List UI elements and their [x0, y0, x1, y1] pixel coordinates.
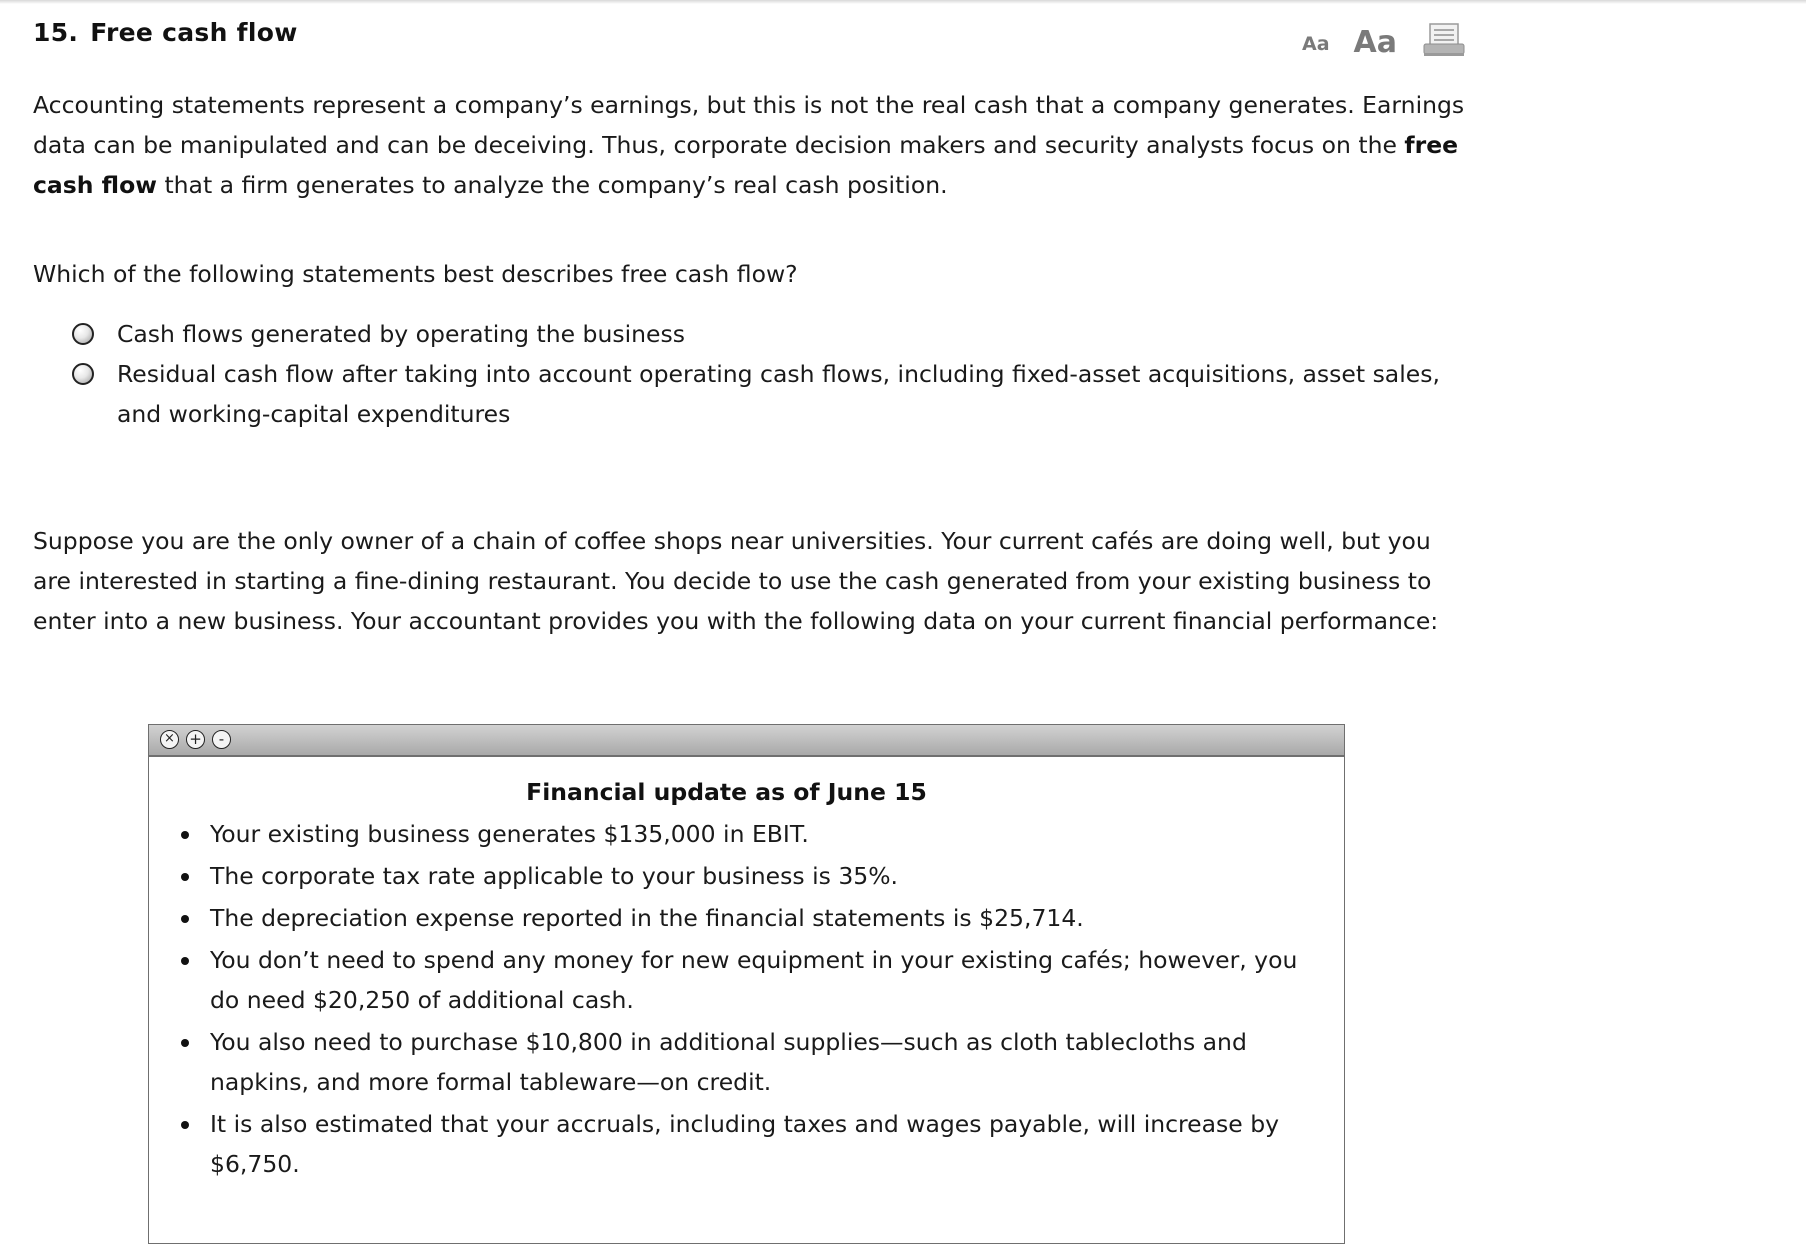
expand-icon[interactable]: + [186, 730, 205, 749]
page-title [33, 18, 298, 47]
decrease-font-button[interactable]: Aa [1302, 33, 1330, 55]
panel-title: Financial update as of June 15 [526, 778, 927, 806]
print-icon[interactable] [1423, 23, 1465, 57]
list-item-text: You don’t need to spend any money for new equipment in your existing cafés; however, you do need $20,250 of additional cash. [210, 946, 1298, 1014]
list-item-text: The corporate tax rate applicable to your business is 35%. [210, 862, 899, 890]
intro-paragraph [33, 85, 1473, 205]
list-item [210, 1022, 1304, 1102]
list-item [210, 940, 1304, 1020]
bullet-icon [181, 873, 189, 881]
question-header [33, 18, 1465, 58]
intro-text-2: that a firm generates to analyze the company’s real cash position. [156, 171, 948, 199]
toolbar [1302, 18, 1465, 58]
question-number: 15. [33, 18, 79, 47]
answer-options [70, 314, 1470, 434]
list-item-text: It is also estimated that your accruals, including taxes and wages payable, will increase by $6,750. [210, 1110, 1280, 1178]
panel-toolbar [149, 725, 1344, 757]
question-prompt: Which of the following statements best describes free cash flow? [33, 260, 798, 288]
list-item-text: The depreciation expense reported in the financial statements is $25,714. [210, 904, 1084, 932]
intro-bold-term: free cash flow [33, 131, 1459, 199]
list-item [210, 898, 1304, 938]
answer-option-1[interactable] [70, 314, 1470, 354]
radio-button[interactable] [72, 323, 94, 345]
list-item-text: You also need to purchase $10,800 in additional supplies—such as cloth tablecloths and napkins, and more formal tableware—on credit. [210, 1028, 1247, 1096]
increase-font-button[interactable]: Aa [1353, 25, 1397, 60]
bullet-icon [181, 915, 189, 923]
bullet-icon [181, 957, 189, 965]
bullet-icon [181, 1039, 189, 1047]
collapse-icon[interactable]: - [212, 730, 231, 749]
financial-update-panel [148, 724, 1345, 1244]
list-item [210, 814, 1304, 854]
answer-option-label: Residual cash flow after taking into account operating cash flows, including fixed-asset acquisitions, asset sales, and working-capital expenditures [117, 360, 1440, 428]
intro-text-1: Accounting statements represent a company’s earnings, but this is not the real cash that a company generates. Earnings data can be manipulated and can be deceiving. Thus, corporate decision makers and security analysts focus on the [33, 91, 1465, 159]
list-item [210, 1104, 1304, 1184]
close-icon[interactable]: × [160, 730, 179, 749]
financial-data-list [149, 814, 1344, 1184]
bullet-icon [181, 831, 189, 839]
radio-button[interactable] [72, 363, 94, 385]
bullet-icon [181, 1121, 189, 1129]
question-title: Free cash flow [90, 18, 298, 47]
scenario-paragraph: Suppose you are the only owner of a chain of coffee shops near universities. Your current cafés are doing well, but you are interested in starting a fine-dining restaurant. You decide to use the cash generated from your existing business to enter into a new business. Your accountant provides you with the following data on your current financial performance: [33, 527, 1439, 635]
list-item [210, 856, 1304, 896]
answer-option-2[interactable] [70, 354, 1470, 434]
answer-option-label: Cash flows generated by operating the business [117, 320, 685, 348]
top-shadow [0, 0, 1806, 4]
list-item-text: Your existing business generates $135,000 in EBIT. [210, 820, 809, 848]
